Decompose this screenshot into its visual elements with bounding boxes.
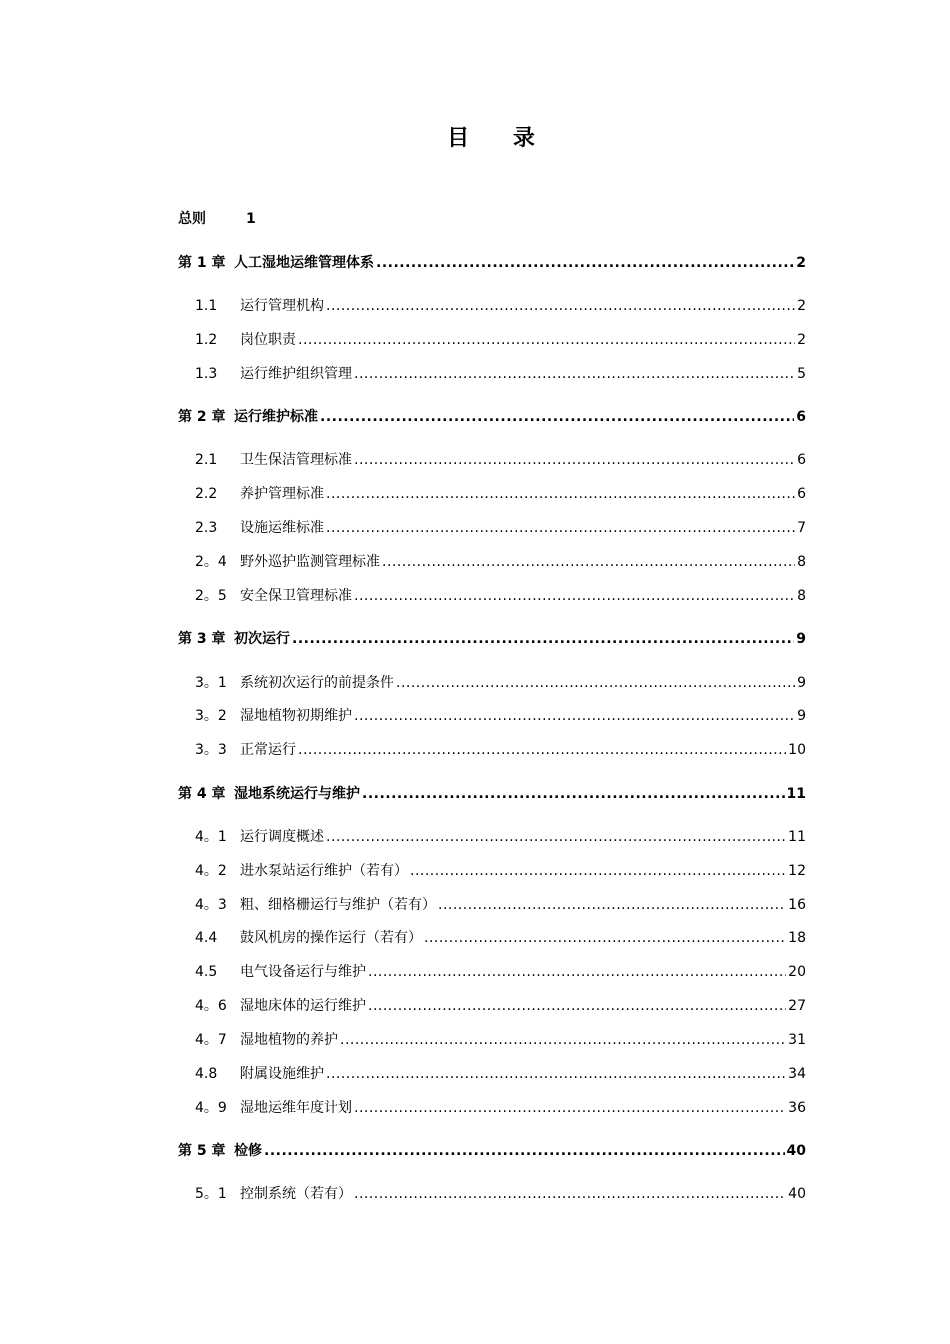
toc-entry-section-1-3[interactable] <box>195 363 806 385</box>
toc-entry-title: 养护管理标准 <box>240 486 324 502</box>
toc-leader-dots <box>410 860 786 882</box>
toc-leader-dots <box>264 1140 785 1162</box>
toc-leader-dots <box>382 551 795 573</box>
toc-entry-section-2-3[interactable] <box>195 517 806 539</box>
toc-entry-number: 4.8 <box>195 1066 218 1082</box>
toc-entry-chapter-2[interactable] <box>178 406 806 428</box>
toc-leader-dots <box>368 995 786 1017</box>
toc-entry-number: 4。1 <box>195 829 227 845</box>
toc-entry-title: 安全保卫管理标准 <box>240 588 352 604</box>
toc-entry-page: 9 <box>797 675 806 691</box>
toc-entry-page: 2 <box>797 332 806 348</box>
toc-entry-page: 2 <box>797 298 806 314</box>
toc-entry-number: 3。3 <box>195 742 227 758</box>
toc-entry-number: 1.2 <box>195 332 218 348</box>
toc-entry-title: 附属设施维护 <box>240 1066 324 1082</box>
toc-entry-number: 第 3 章 <box>178 631 226 647</box>
toc-leader-dots <box>354 585 795 607</box>
toc-entry-page: 6 <box>797 486 806 502</box>
toc-entry-page: 27 <box>788 998 806 1014</box>
toc-entry-number: 3。1 <box>195 675 227 691</box>
toc-leader-dots <box>368 961 786 983</box>
toc-leader-dots <box>298 739 786 761</box>
toc-entry-number: 4。6 <box>195 998 227 1014</box>
toc-entry-section-2-1[interactable] <box>195 449 806 471</box>
toc-entry-page: 40 <box>788 1186 806 1202</box>
toc-entry-title: 鼓风机房的操作运行（若有） <box>240 930 422 946</box>
toc-entry-title: 运行维护组织管理 <box>240 366 352 382</box>
toc-entry-section-1-1[interactable] <box>195 295 806 317</box>
toc-entry-number: 4。7 <box>195 1032 227 1048</box>
toc-entry-section-4-5[interactable] <box>195 961 806 983</box>
toc-entry-section-4-6[interactable] <box>195 995 806 1017</box>
toc-leader-dots <box>326 826 786 848</box>
toc-entry-number: 2.3 <box>195 520 218 536</box>
toc-entry-title: 湿地植物的养护 <box>240 1032 338 1048</box>
toc-entry-number: 4。3 <box>195 897 227 913</box>
toc-leader-dots <box>354 1183 786 1205</box>
toc-entry-number: 2.2 <box>195 486 218 502</box>
toc-entry-page: 9 <box>797 708 806 724</box>
toc-entry-page: 40 <box>786 1143 806 1159</box>
toc-entry-title: 湿地运维年度计划 <box>240 1100 352 1116</box>
toc-entry-section-5-1[interactable] <box>195 1183 806 1205</box>
toc-entry-page: 9 <box>796 631 806 647</box>
toc-leader-dots <box>340 1029 786 1051</box>
toc-entry-title: 运行维护标准 <box>234 409 318 425</box>
toc-entry-title: 运行管理机构 <box>240 298 324 314</box>
toc-entry-number: 2.1 <box>195 452 218 468</box>
toc-entry-page: 18 <box>788 930 806 946</box>
toc-leader-dots <box>298 329 795 351</box>
toc-leader-dots <box>376 252 794 274</box>
toc-entry-chapter-3[interactable] <box>178 628 806 650</box>
toc-leader-dots <box>354 705 795 727</box>
toc-entry-title: 电气设备运行与维护 <box>240 964 366 980</box>
toc-entry-title: 设施运维标准 <box>240 520 324 536</box>
toc-entry-section-4-2[interactable] <box>195 860 806 882</box>
toc-entry-chapter-4[interactable] <box>178 783 806 805</box>
toc-entry-title: 卫生保洁管理标准 <box>240 452 352 468</box>
toc-entry-number: 4。2 <box>195 863 227 879</box>
toc-entry-page: 1 <box>246 211 256 227</box>
toc-entry-title: 湿地系统运行与维护 <box>234 786 360 802</box>
toc-entry-section-1-2[interactable] <box>195 329 806 351</box>
toc-entry-section-3-3[interactable] <box>195 739 806 761</box>
toc-entry-title: 湿地植物初期维护 <box>240 708 352 724</box>
toc-entry-number: 第 1 章 <box>178 255 226 271</box>
toc-entry-title: 粗、细格栅运行与维护（若有） <box>240 897 436 913</box>
toc-entry-title: 正常运行 <box>240 742 296 758</box>
toc-entry-number: 3。2 <box>195 708 227 724</box>
toc-entry-number: 1.1 <box>195 298 218 314</box>
toc-entry-number: 4.5 <box>195 964 218 980</box>
toc-entry-number: 4。9 <box>195 1100 227 1116</box>
toc-entry-page: 20 <box>788 964 806 980</box>
toc-leader-dots <box>354 363 795 385</box>
toc-entry-number: 第 4 章 <box>178 786 226 802</box>
toc-entry-page: 6 <box>796 409 806 425</box>
toc-entry-page: 34 <box>788 1066 806 1082</box>
toc-entry-number: 2。4 <box>195 554 227 570</box>
toc-entry-page: 31 <box>788 1032 806 1048</box>
toc-entry-page: 11 <box>786 786 806 802</box>
toc-entry-section-4-3[interactable] <box>195 894 806 916</box>
toc-entry-number: 第 2 章 <box>178 409 226 425</box>
toc-entry-title: 进水泵站运行维护（若有） <box>240 863 408 879</box>
toc-entry-title: 检修 <box>234 1143 262 1159</box>
toc-entry-number: 4.4 <box>195 930 218 946</box>
toc-leader-dots <box>396 672 795 694</box>
toc-entry-title: 运行调度概述 <box>240 829 324 845</box>
toc-entry-chapter-5[interactable] <box>178 1140 806 1162</box>
toc-entry-section-4-9[interactable] <box>195 1097 806 1119</box>
toc-entry-title: 初次运行 <box>234 631 290 647</box>
toc-entry-title: 湿地床体的运行维护 <box>240 998 366 1014</box>
toc-entry-page: 16 <box>788 897 806 913</box>
toc-entry-page: 36 <box>788 1100 806 1116</box>
toc-leader-dots <box>326 483 795 505</box>
toc-entry-number: 1.3 <box>195 366 218 382</box>
toc-leader-dots <box>292 628 794 650</box>
toc-entry-page: 7 <box>797 520 806 536</box>
toc-entry-page: 11 <box>788 829 806 845</box>
toc-entry-general[interactable] <box>178 208 806 230</box>
toc-leader-dots <box>326 1063 786 1085</box>
toc-entry-title: 野外巡护监测管理标准 <box>240 554 380 570</box>
toc-entry-page: 10 <box>788 742 806 758</box>
toc-entry-page: 12 <box>788 863 806 879</box>
toc-entry-section-3-2[interactable] <box>195 705 806 727</box>
toc-entry-page: 8 <box>797 554 806 570</box>
toc-entry-page: 8 <box>797 588 806 604</box>
toc-entry-number: 5。1 <box>195 1186 227 1202</box>
toc-entry-section-2-5[interactable] <box>195 585 806 607</box>
toc-entry-number: 2。5 <box>195 588 227 604</box>
toc-entry-number: 总则 <box>178 211 206 227</box>
toc-entry-title: 人工湿地运维管理体系 <box>234 255 374 271</box>
toc-entry-section-4-8[interactable] <box>195 1063 806 1085</box>
toc-entry-chapter-1[interactable] <box>178 252 806 274</box>
toc-entry-page: 2 <box>796 255 806 271</box>
toc-entry-title: 系统初次运行的前提条件 <box>240 675 394 691</box>
toc-leader-dots <box>354 449 795 471</box>
page-title: 目 录 <box>447 125 553 151</box>
toc-leader-dots <box>354 1097 786 1119</box>
toc-entry-page: 6 <box>797 452 806 468</box>
toc-entry-section-2-4[interactable] <box>195 551 806 573</box>
toc-leader-dots <box>326 517 795 539</box>
toc-entry-title: 控制系统（若有） <box>240 1186 352 1202</box>
toc-leader-dots <box>424 927 786 949</box>
toc-leader-dots <box>438 894 786 916</box>
toc-leader-dots <box>320 406 794 428</box>
toc-leader-dots <box>326 295 795 317</box>
toc-entry-section-2-2[interactable] <box>195 483 806 505</box>
toc-entry-number: 第 5 章 <box>178 1143 226 1159</box>
toc-entry-section-3-1[interactable] <box>195 672 806 694</box>
toc-entry-section-4-7[interactable] <box>195 1029 806 1051</box>
toc-entry-section-4-4[interactable] <box>195 927 806 949</box>
toc-leader-dots <box>362 783 785 805</box>
toc-entry-section-4-1[interactable] <box>195 826 806 848</box>
toc-entry-title: 岗位职责 <box>240 332 296 348</box>
toc-entry-page: 5 <box>797 366 806 382</box>
